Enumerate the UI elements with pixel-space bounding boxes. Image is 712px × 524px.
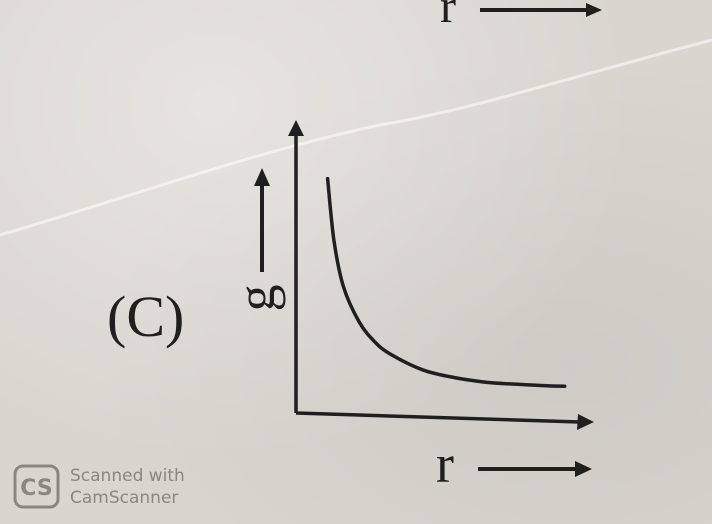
watermark-line1: Scanned with <box>70 466 185 486</box>
top-fragment-label: r <box>440 0 456 33</box>
series-line-g-vs-r <box>328 179 565 387</box>
x-axis <box>296 413 580 422</box>
y-axis-label-group <box>226 168 286 312</box>
axes <box>288 120 594 430</box>
y-label-arrowhead <box>254 168 270 186</box>
x-axis-label-group <box>436 434 592 494</box>
y-axis-arrowhead <box>288 120 304 136</box>
camscanner-watermark <box>15 466 185 508</box>
top-fragment <box>440 0 602 33</box>
x-axis-arrowhead <box>577 414 594 430</box>
camscanner-logo-text: CS <box>20 476 53 501</box>
x-axis-label: r <box>436 434 454 494</box>
paper-crease <box>0 40 712 235</box>
x-label-arrowhead <box>575 461 592 477</box>
watermark-line2: CamScanner <box>70 488 179 508</box>
option-label: (C) <box>107 284 185 349</box>
y-axis-label: g <box>226 284 286 312</box>
top-fragment-arrowhead <box>586 3 602 17</box>
